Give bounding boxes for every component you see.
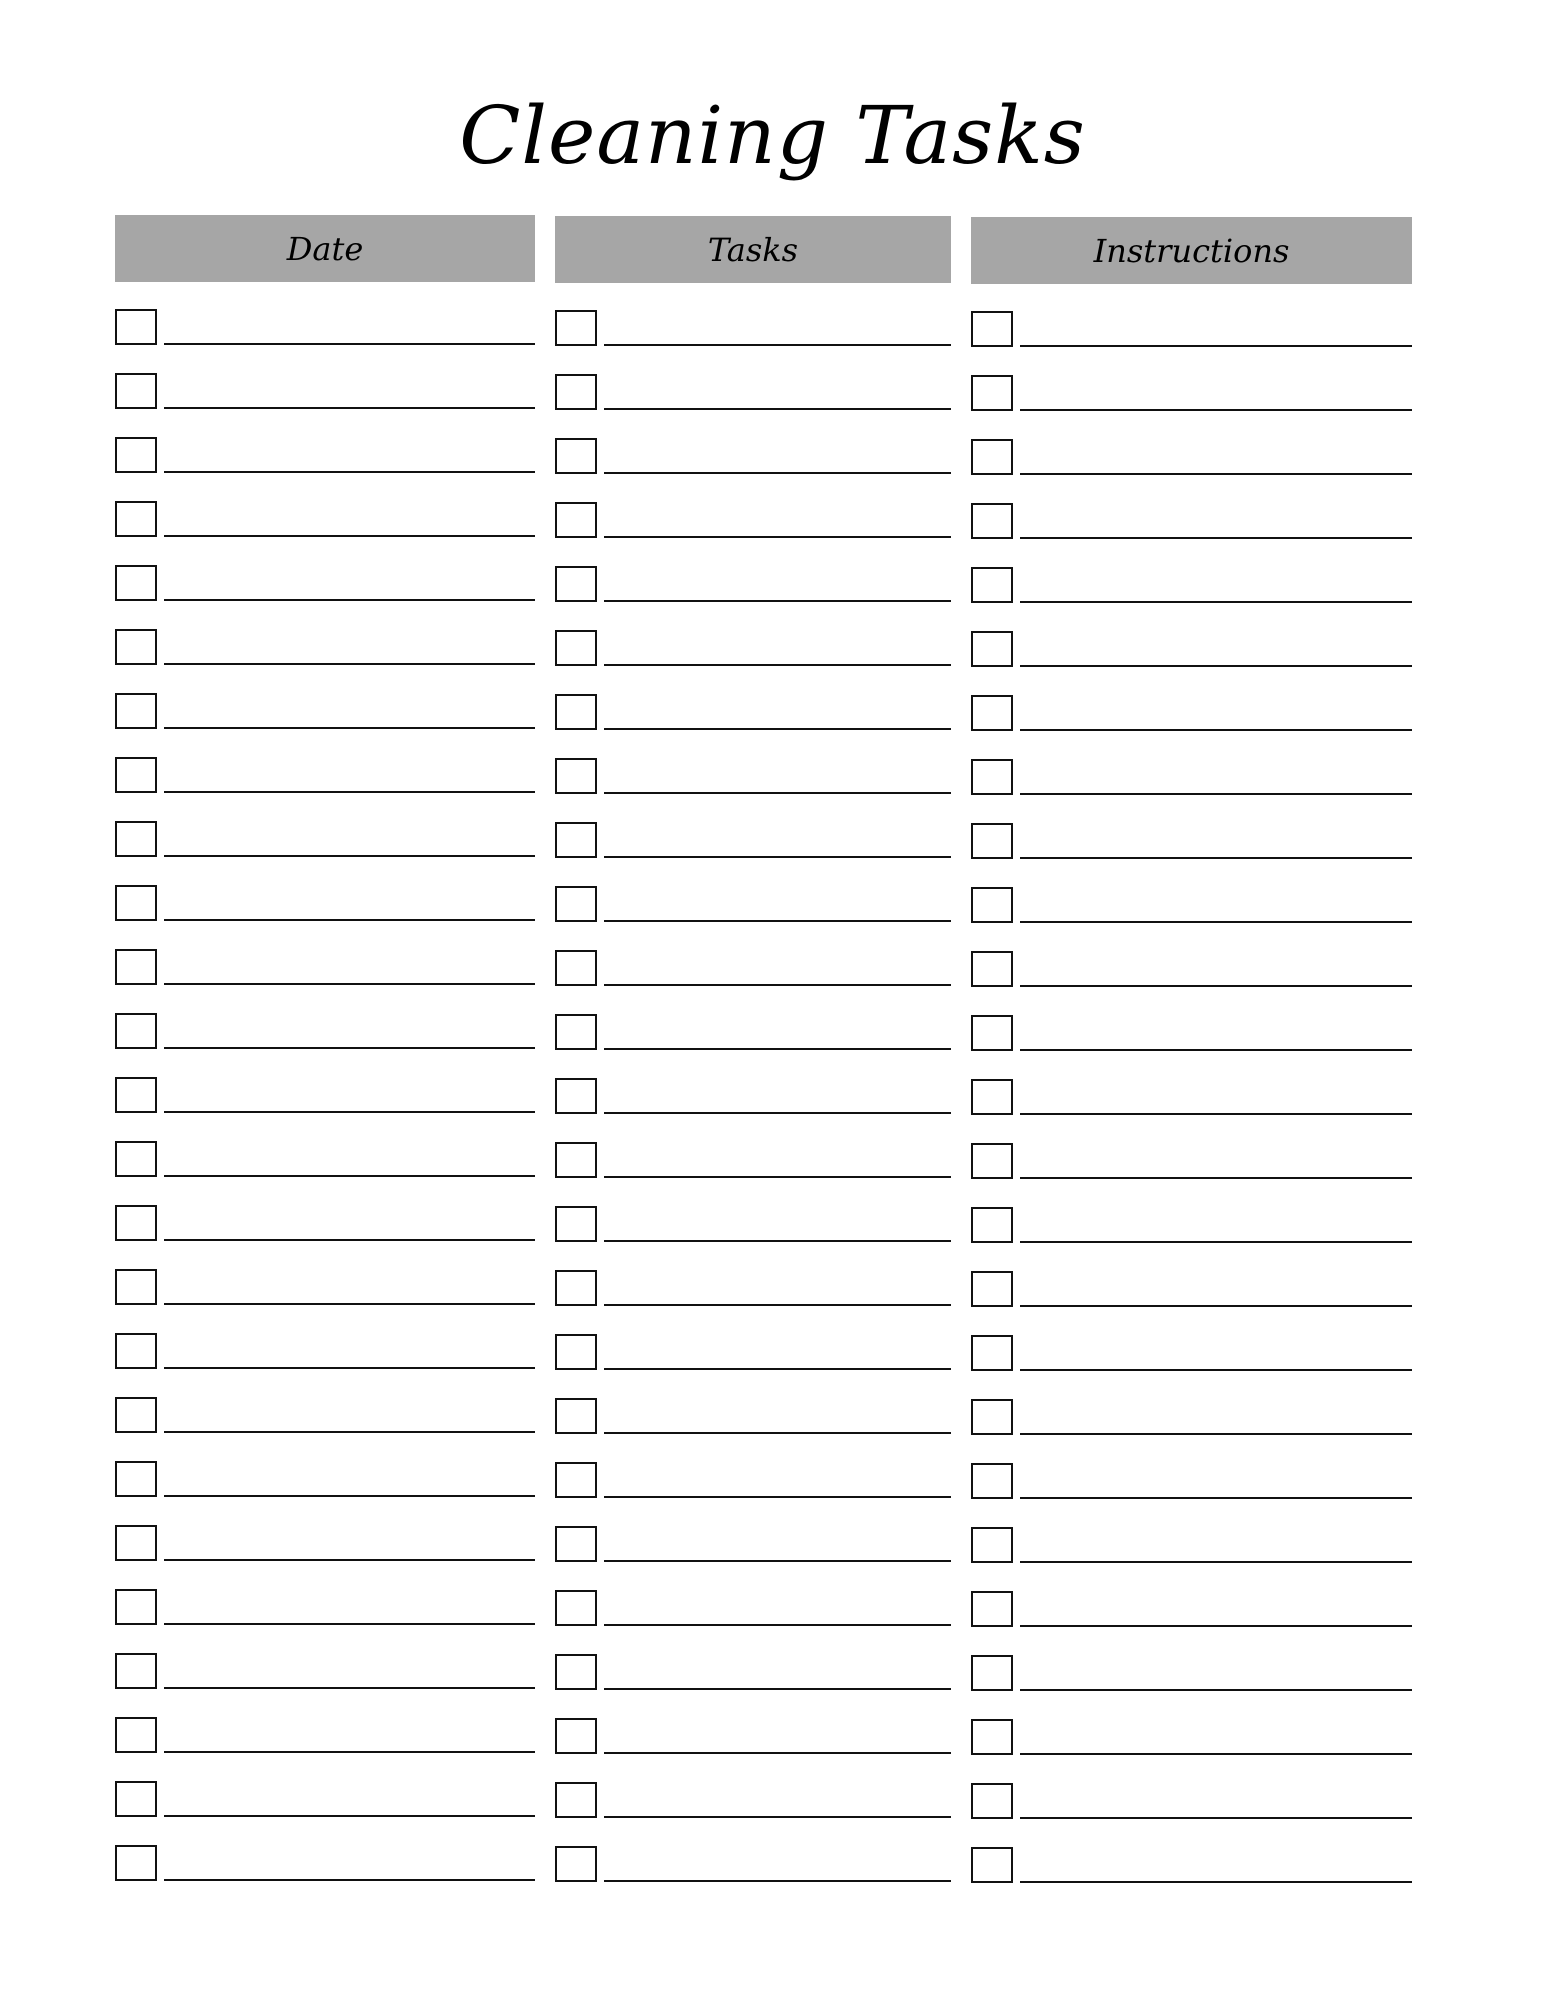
write-in-line[interactable] bbox=[164, 663, 535, 665]
tasks-row bbox=[555, 1334, 951, 1398]
checkbox[interactable] bbox=[971, 1463, 1013, 1499]
write-in-line[interactable] bbox=[164, 1815, 535, 1817]
checkbox[interactable] bbox=[555, 1654, 597, 1690]
write-in-line[interactable] bbox=[604, 1496, 951, 1498]
write-in-line[interactable] bbox=[164, 1367, 535, 1369]
write-in-line[interactable] bbox=[604, 408, 951, 410]
write-in-line[interactable] bbox=[604, 1176, 951, 1178]
checkbox[interactable] bbox=[971, 567, 1013, 603]
checkbox[interactable] bbox=[115, 1141, 157, 1177]
checkbox[interactable] bbox=[971, 1783, 1013, 1819]
checkbox[interactable] bbox=[555, 1398, 597, 1434]
checkbox[interactable] bbox=[971, 823, 1013, 859]
date-row bbox=[115, 949, 535, 1013]
instructions-row bbox=[971, 887, 1412, 951]
write-in-line[interactable] bbox=[1020, 1625, 1412, 1627]
write-in-line[interactable] bbox=[604, 1752, 951, 1754]
tasks-row bbox=[555, 1398, 951, 1462]
instructions-row bbox=[971, 1591, 1412, 1655]
write-in-line[interactable] bbox=[1020, 1369, 1412, 1371]
checkbox[interactable] bbox=[555, 566, 597, 602]
checkbox[interactable] bbox=[555, 374, 597, 410]
tasks-row bbox=[555, 758, 951, 822]
write-in-line[interactable] bbox=[164, 1559, 535, 1561]
checkbox[interactable] bbox=[555, 1462, 597, 1498]
checkbox[interactable] bbox=[971, 1335, 1013, 1371]
write-in-line[interactable] bbox=[1020, 793, 1412, 795]
checkbox[interactable] bbox=[971, 951, 1013, 987]
instructions-row bbox=[971, 1399, 1412, 1463]
tasks-row bbox=[555, 1014, 951, 1078]
write-in-line[interactable] bbox=[164, 1239, 535, 1241]
checkbox[interactable] bbox=[115, 629, 157, 665]
write-in-line[interactable] bbox=[1020, 345, 1412, 347]
instructions-row bbox=[971, 1655, 1412, 1719]
checkbox[interactable] bbox=[115, 1205, 157, 1241]
checkbox[interactable] bbox=[115, 373, 157, 409]
write-in-line[interactable] bbox=[604, 1560, 951, 1562]
date-row bbox=[115, 1717, 535, 1781]
write-in-line[interactable] bbox=[604, 1880, 951, 1882]
write-in-line[interactable] bbox=[1020, 729, 1412, 731]
write-in-line[interactable] bbox=[604, 1368, 951, 1370]
date-row bbox=[115, 1525, 535, 1589]
tasks-row bbox=[555, 694, 951, 758]
write-in-line[interactable] bbox=[1020, 1241, 1412, 1243]
checkbox[interactable] bbox=[115, 693, 157, 729]
checkbox[interactable] bbox=[555, 758, 597, 794]
checkbox[interactable] bbox=[115, 501, 157, 537]
checkbox[interactable] bbox=[555, 694, 597, 730]
write-in-line[interactable] bbox=[164, 1687, 535, 1689]
write-in-line[interactable] bbox=[1020, 1561, 1412, 1563]
instructions-row bbox=[971, 1783, 1412, 1847]
instructions-row bbox=[971, 503, 1412, 567]
checkbox[interactable] bbox=[115, 1013, 157, 1049]
checkbox[interactable] bbox=[971, 631, 1013, 667]
write-in-line[interactable] bbox=[604, 1240, 951, 1242]
tasks-row bbox=[555, 310, 951, 374]
checkbox[interactable] bbox=[971, 1079, 1013, 1115]
write-in-line[interactable] bbox=[604, 1624, 951, 1626]
date-row bbox=[115, 501, 535, 565]
tasks-row bbox=[555, 1590, 951, 1654]
write-in-line[interactable] bbox=[1020, 1049, 1412, 1051]
instructions-row bbox=[971, 311, 1412, 375]
tasks-column-header: Tasks bbox=[555, 216, 951, 283]
write-in-line[interactable] bbox=[1020, 1113, 1412, 1115]
date-row bbox=[115, 821, 535, 885]
instructions-row bbox=[971, 631, 1412, 695]
tasks-row bbox=[555, 1462, 951, 1526]
tasks-row bbox=[555, 822, 951, 886]
date-row bbox=[115, 885, 535, 949]
date-row bbox=[115, 1269, 535, 1333]
instructions-row bbox=[971, 1015, 1412, 1079]
instructions-row bbox=[971, 1079, 1412, 1143]
instructions-row bbox=[971, 567, 1412, 631]
write-in-line[interactable] bbox=[164, 1431, 535, 1433]
write-in-line[interactable] bbox=[164, 1111, 535, 1113]
checkbox[interactable] bbox=[971, 1591, 1013, 1627]
checkbox[interactable] bbox=[555, 502, 597, 538]
checkbox[interactable] bbox=[971, 1719, 1013, 1755]
instructions-row bbox=[971, 759, 1412, 823]
tasks-row bbox=[555, 1782, 951, 1846]
date-row bbox=[115, 1653, 535, 1717]
checkbox[interactable] bbox=[971, 1655, 1013, 1691]
write-in-line[interactable] bbox=[604, 536, 951, 538]
date-row bbox=[115, 1589, 535, 1653]
checkbox[interactable] bbox=[971, 311, 1013, 347]
write-in-line[interactable] bbox=[604, 1112, 951, 1114]
checkbox[interactable] bbox=[971, 695, 1013, 731]
write-in-line[interactable] bbox=[1020, 1753, 1412, 1755]
tasks-row bbox=[555, 1846, 951, 1910]
tasks-row bbox=[555, 950, 951, 1014]
instructions-row bbox=[971, 823, 1412, 887]
write-in-line[interactable] bbox=[164, 983, 535, 985]
checkbox[interactable] bbox=[555, 1270, 597, 1306]
date-row bbox=[115, 1845, 535, 1909]
write-in-line[interactable] bbox=[164, 1303, 535, 1305]
write-in-line[interactable] bbox=[604, 472, 951, 474]
checkbox[interactable] bbox=[555, 1782, 597, 1818]
checkbox[interactable] bbox=[115, 1781, 157, 1817]
write-in-line[interactable] bbox=[604, 984, 951, 986]
tasks-row bbox=[555, 1078, 951, 1142]
date-row bbox=[115, 1205, 535, 1269]
tasks-row bbox=[555, 1526, 951, 1590]
date-row bbox=[115, 629, 535, 693]
checkbox[interactable] bbox=[115, 1269, 157, 1305]
instructions-column bbox=[971, 217, 1412, 1911]
checkbox[interactable] bbox=[555, 310, 597, 346]
instructions-row bbox=[971, 439, 1412, 503]
checkbox[interactable] bbox=[115, 757, 157, 793]
checkbox[interactable] bbox=[115, 949, 157, 985]
write-in-line[interactable] bbox=[1020, 1817, 1412, 1819]
tasks-row bbox=[555, 1142, 951, 1206]
checkbox[interactable] bbox=[115, 1845, 157, 1881]
write-in-line[interactable] bbox=[164, 535, 535, 537]
checkbox[interactable] bbox=[115, 885, 157, 921]
checkbox[interactable] bbox=[555, 1526, 597, 1562]
checkbox[interactable] bbox=[115, 1397, 157, 1433]
date-row bbox=[115, 565, 535, 629]
instructions-row bbox=[971, 1527, 1412, 1591]
checkbox[interactable] bbox=[971, 759, 1013, 795]
checkbox[interactable] bbox=[971, 375, 1013, 411]
write-in-line[interactable] bbox=[604, 920, 951, 922]
write-in-line[interactable] bbox=[1020, 921, 1412, 923]
write-in-line[interactable] bbox=[164, 1751, 535, 1753]
instructions-row bbox=[971, 1847, 1412, 1911]
tasks-row bbox=[555, 1718, 951, 1782]
tasks-row bbox=[555, 566, 951, 630]
tasks-row bbox=[555, 886, 951, 950]
checkbox[interactable] bbox=[555, 950, 597, 986]
checkbox[interactable] bbox=[115, 309, 157, 345]
date-rows bbox=[115, 309, 535, 1909]
write-in-line[interactable] bbox=[164, 919, 535, 921]
write-in-line[interactable] bbox=[164, 599, 535, 601]
date-row bbox=[115, 757, 535, 821]
instructions-row bbox=[971, 695, 1412, 759]
write-in-line[interactable] bbox=[1020, 1433, 1412, 1435]
instructions-row bbox=[971, 375, 1412, 439]
write-in-line[interactable] bbox=[604, 344, 951, 346]
instructions-row bbox=[971, 1335, 1412, 1399]
checkbox[interactable] bbox=[555, 1078, 597, 1114]
checkbox[interactable] bbox=[971, 887, 1013, 923]
date-row bbox=[115, 1013, 535, 1077]
write-in-line[interactable] bbox=[164, 727, 535, 729]
write-in-line[interactable] bbox=[604, 792, 951, 794]
checkbox[interactable] bbox=[115, 1653, 157, 1689]
write-in-line[interactable] bbox=[1020, 665, 1412, 667]
write-in-line[interactable] bbox=[1020, 1881, 1412, 1883]
tasks-row bbox=[555, 502, 951, 566]
tasks-row bbox=[555, 1206, 951, 1270]
checkbox[interactable] bbox=[115, 565, 157, 601]
date-row bbox=[115, 1141, 535, 1205]
write-in-line[interactable] bbox=[604, 1432, 951, 1434]
checkbox[interactable] bbox=[115, 1077, 157, 1113]
checkbox[interactable] bbox=[555, 438, 597, 474]
tasks-rows bbox=[555, 310, 951, 1910]
checkbox[interactable] bbox=[971, 1399, 1013, 1435]
write-in-line[interactable] bbox=[1020, 1689, 1412, 1691]
checkbox[interactable] bbox=[971, 1847, 1013, 1883]
checkbox[interactable] bbox=[555, 822, 597, 858]
checkbox[interactable] bbox=[555, 886, 597, 922]
write-in-line[interactable] bbox=[164, 1047, 535, 1049]
instructions-rows bbox=[971, 311, 1412, 1911]
write-in-line[interactable] bbox=[604, 600, 951, 602]
checkbox[interactable] bbox=[555, 1334, 597, 1370]
date-row bbox=[115, 693, 535, 757]
tasks-column bbox=[555, 216, 951, 1910]
write-in-line[interactable] bbox=[1020, 1305, 1412, 1307]
tasks-row bbox=[555, 374, 951, 438]
date-row bbox=[115, 373, 535, 437]
write-in-line[interactable] bbox=[164, 791, 535, 793]
checkbox[interactable] bbox=[555, 1718, 597, 1754]
write-in-line[interactable] bbox=[1020, 985, 1412, 987]
write-in-line[interactable] bbox=[1020, 1497, 1412, 1499]
instructions-row bbox=[971, 1271, 1412, 1335]
checkbox[interactable] bbox=[115, 1525, 157, 1561]
checkbox[interactable] bbox=[971, 1015, 1013, 1051]
tasks-row bbox=[555, 1654, 951, 1718]
write-in-line[interactable] bbox=[164, 407, 535, 409]
write-in-line[interactable] bbox=[1020, 1177, 1412, 1179]
date-row bbox=[115, 309, 535, 373]
write-in-line[interactable] bbox=[604, 1048, 951, 1050]
checkbox[interactable] bbox=[555, 1142, 597, 1178]
checkbox[interactable] bbox=[555, 1014, 597, 1050]
date-row bbox=[115, 437, 535, 501]
write-in-line[interactable] bbox=[164, 1175, 535, 1177]
tasks-row bbox=[555, 630, 951, 694]
checkbox[interactable] bbox=[115, 821, 157, 857]
date-row bbox=[115, 1077, 535, 1141]
write-in-line[interactable] bbox=[1020, 409, 1412, 411]
checkbox[interactable] bbox=[115, 1333, 157, 1369]
date-row bbox=[115, 1333, 535, 1397]
checkbox[interactable] bbox=[971, 1143, 1013, 1179]
write-in-line[interactable] bbox=[164, 471, 535, 473]
instructions-row bbox=[971, 1143, 1412, 1207]
checkbox[interactable] bbox=[115, 1589, 157, 1625]
checkbox[interactable] bbox=[555, 1846, 597, 1882]
checkbox[interactable] bbox=[555, 1590, 597, 1626]
date-row bbox=[115, 1781, 535, 1845]
write-in-line[interactable] bbox=[604, 728, 951, 730]
tasks-row bbox=[555, 438, 951, 502]
write-in-line[interactable] bbox=[164, 1879, 535, 1881]
write-in-line[interactable] bbox=[1020, 537, 1412, 539]
write-in-line[interactable] bbox=[164, 855, 535, 857]
instructions-row bbox=[971, 1463, 1412, 1527]
instructions-row bbox=[971, 1207, 1412, 1271]
write-in-line[interactable] bbox=[164, 343, 535, 345]
checkbox[interactable] bbox=[555, 1206, 597, 1242]
checkbox[interactable] bbox=[115, 1717, 157, 1753]
date-column-header: Date bbox=[115, 215, 535, 282]
write-in-line[interactable] bbox=[164, 1623, 535, 1625]
write-in-line[interactable] bbox=[604, 664, 951, 666]
write-in-line[interactable] bbox=[1020, 601, 1412, 603]
checkbox[interactable] bbox=[971, 439, 1013, 475]
checkbox[interactable] bbox=[971, 1207, 1013, 1243]
checkbox[interactable] bbox=[555, 630, 597, 666]
date-column bbox=[115, 215, 535, 1909]
write-in-line[interactable] bbox=[604, 1816, 951, 1818]
write-in-line[interactable] bbox=[1020, 473, 1412, 475]
write-in-line[interactable] bbox=[1020, 857, 1412, 859]
checkbox[interactable] bbox=[971, 1271, 1013, 1307]
date-row bbox=[115, 1461, 535, 1525]
date-row bbox=[115, 1397, 535, 1461]
write-in-line[interactable] bbox=[604, 1688, 951, 1690]
page-title: Cleaning Tasks bbox=[459, 89, 1086, 182]
checkbox[interactable] bbox=[971, 503, 1013, 539]
checkbox[interactable] bbox=[115, 437, 157, 473]
instructions-row bbox=[971, 1719, 1412, 1783]
tasks-row bbox=[555, 1270, 951, 1334]
instructions-column-header: Instructions bbox=[971, 217, 1412, 284]
checkbox[interactable] bbox=[971, 1527, 1013, 1563]
write-in-line[interactable] bbox=[604, 856, 951, 858]
checkbox[interactable] bbox=[115, 1461, 157, 1497]
write-in-line[interactable] bbox=[604, 1304, 951, 1306]
write-in-line[interactable] bbox=[164, 1495, 535, 1497]
instructions-row bbox=[971, 951, 1412, 1015]
